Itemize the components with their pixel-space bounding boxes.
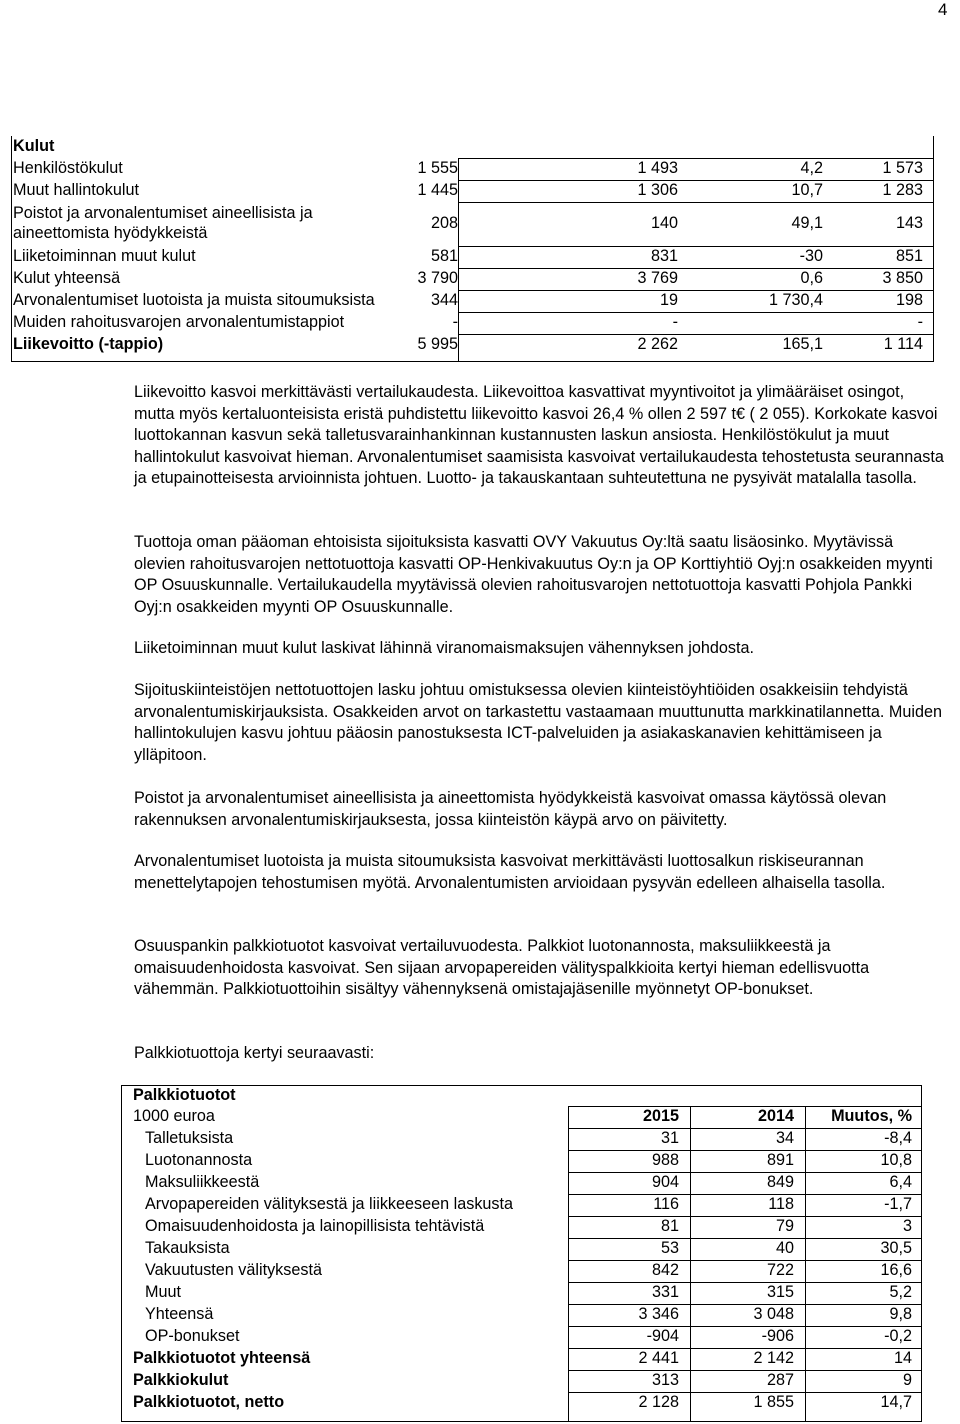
row-label: Liikevoitto (-tappio)	[13, 335, 164, 353]
value-2015: 1 445	[417, 181, 458, 199]
row-label: Luotonannosta	[145, 1151, 253, 1169]
table-row-total	[122, 1371, 921, 1393]
grid-line	[458, 158, 459, 361]
value-2015: 208	[430, 214, 458, 232]
row-label: Muiden rahoitusvarojen arvonalentumistappiot	[13, 313, 345, 331]
row-label: Henkilöstökulut	[13, 159, 123, 177]
value-change: -1,7	[884, 1195, 912, 1213]
value-2015: 988	[651, 1151, 679, 1169]
value-2015: 5 995	[417, 335, 458, 353]
table-row	[122, 1239, 921, 1261]
expenses-table	[11, 136, 934, 362]
paragraph	[134, 1043, 944, 1065]
value-2015: -	[452, 313, 458, 331]
value-change: 10,7	[791, 181, 823, 199]
paragraph-text: Sijoituskiinteistöjen nettotuottojen lasku johtuu omistuksessa olevien kiinteistöyhtiöiden osakkeisiin tehdyistä arvonalentumiskirjauksista. Osakkeiden arvot on tarkastettu vastaamaan muuttunutta markkinatilannetta. Muiden hallintokulujen kasvu johtuu pääosin panostuksesta ICT-palveluiden ja asiakaskanavien kehittämiseen ja ylläpitoon.	[134, 681, 942, 764]
value-previous: 851	[895, 247, 923, 265]
value-2015: -904	[646, 1327, 679, 1345]
row-label: Omaisuudenhoidosta ja lainopillisista tehtävistä	[145, 1217, 485, 1235]
row-label: Muut	[145, 1283, 181, 1301]
value-change: 9	[902, 1371, 912, 1389]
value-previous: 1 573	[882, 159, 923, 177]
value-2015: 53	[660, 1239, 679, 1257]
value-2014: 19	[659, 291, 678, 309]
grid-line	[458, 312, 933, 313]
row-label: Kulut yhteensä	[13, 269, 121, 287]
value-previous: 1 283	[882, 181, 923, 199]
paragraph	[134, 382, 944, 490]
table-row	[122, 1195, 921, 1217]
value-2014: 140	[650, 214, 678, 232]
row-label: Arvonalentumiset luotoista ja muista sitoumuksista	[13, 291, 375, 309]
table-row	[122, 1173, 921, 1195]
value-previous: -	[917, 313, 923, 331]
table-row	[122, 1129, 921, 1151]
fee-income-table-title: Palkkiotuotot	[133, 1086, 236, 1104]
row-label: Yhteensä	[145, 1305, 214, 1323]
row-label: Vakuutusten välityksestä	[145, 1261, 322, 1279]
value-change: 165,1	[782, 335, 823, 353]
value-2014: 3 048	[753, 1305, 794, 1323]
value-2015: 344	[430, 291, 458, 309]
value-2014: 287	[766, 1371, 794, 1389]
row-label: Poistot ja arvonalentumiset aineellisista ja aineettomista hyödykkeistä	[13, 204, 313, 242]
table-row-total	[122, 1349, 921, 1371]
table-row	[122, 1327, 921, 1349]
value-previous: 3 850	[882, 269, 923, 287]
page-number: 4	[938, 0, 948, 19]
table-row	[122, 1217, 921, 1239]
value-previous: 1 114	[883, 335, 923, 353]
grid-line	[458, 290, 933, 291]
value-2014: 40	[775, 1239, 794, 1257]
value-change: 5,2	[889, 1283, 912, 1301]
value-2014: 722	[766, 1261, 794, 1279]
value-previous: 143	[895, 214, 923, 232]
value-change: 9,8	[889, 1305, 912, 1323]
value-2015: 1 555	[417, 159, 458, 177]
table-row	[122, 1151, 921, 1173]
value-2015: 81	[660, 1217, 679, 1235]
paragraph	[134, 532, 944, 618]
value-2015: 313	[651, 1371, 679, 1389]
value-2015: 116	[653, 1195, 679, 1213]
fee-income-table	[121, 1085, 922, 1422]
value-change: 14,7	[880, 1393, 912, 1411]
value-change: 6,4	[889, 1173, 912, 1191]
value-2014: 1 493	[637, 159, 678, 177]
value-2015: 2 128	[638, 1393, 679, 1411]
value-change: 49,1	[791, 214, 823, 232]
row-label: Talletuksista	[145, 1129, 234, 1147]
row-label: Takauksista	[145, 1239, 230, 1257]
value-2014: -	[672, 313, 678, 331]
value-change: -0,2	[884, 1327, 912, 1345]
paragraph-text: Palkkiotuottoja kertyi seuraavasti:	[134, 1044, 375, 1062]
paragraph-text: Arvonalentumiset luotoista ja muista sitoumuksista kasvoivat merkittävästi luottosalkun riskiseurannan menettelytapojen tehostumisen myötä. Arvonalentumisten arvioidaan pysyvän edelleen alhaisella tasolla.	[134, 852, 886, 892]
table-row	[122, 1261, 921, 1283]
value-2014: 891	[766, 1151, 794, 1169]
expenses-table-title: Kulut	[13, 137, 55, 155]
paragraph-text: Osuuspankin palkkiotuotot kasvoivat vertailuvuodesta. Palkkiot luotonannosta, maksuliikkeestä ja omaisuudenhoidosta kasvoivat. Sen sijaan arvopapereiden välityspalkkioita kertyi hieman edellisvuotta vähemmän. Palkkiotuottoihin sisältyy vähennyksenä omistajajäsenille myönnetyt OP-bonukset.	[134, 937, 870, 998]
value-change: 30,5	[880, 1239, 912, 1257]
value-2014: 34	[775, 1129, 794, 1147]
value-change: 4,2	[800, 159, 823, 177]
value-2015: 3 346	[638, 1305, 679, 1323]
column-header-2014: 2014	[757, 1107, 794, 1125]
value-2015: 581	[430, 247, 458, 265]
paragraph-text: Poistot ja arvonalentumiset aineellisista ja aineettomista hyödykkeistä kasvoivat omassa käytössä olevan rakennuksen arvonalentumiskirjauksesta, jossa kiinteistön käypä arvo on päivitetty.	[134, 789, 887, 829]
grid-line	[458, 180, 933, 181]
row-label: Arvopapereiden välityksestä ja liikkeeseen laskusta	[145, 1195, 514, 1213]
value-2015: 904	[651, 1173, 679, 1191]
paragraph	[134, 851, 944, 894]
row-label: Palkkiotuotot yhteensä	[133, 1349, 311, 1367]
value-2014: 1 855	[753, 1393, 794, 1411]
unit-label: 1000 euroa	[133, 1107, 215, 1125]
value-2014: 849	[766, 1173, 794, 1191]
grid-line	[458, 202, 933, 203]
value-2014: 831	[650, 247, 678, 265]
value-change: -8,4	[884, 1129, 912, 1147]
value-2014: 2 142	[753, 1349, 794, 1367]
row-label: Palkkiokulut	[133, 1371, 229, 1389]
table-header-row	[122, 1107, 921, 1129]
value-2014: 79	[775, 1217, 794, 1235]
value-2014: -906	[761, 1327, 794, 1345]
grid-line	[458, 268, 933, 269]
value-2015: 31	[660, 1129, 679, 1147]
paragraph-text: Liiketoiminnan muut kulut laskivat lähinnä viranomaismaksujen vähennyksen johdosta.	[134, 639, 754, 657]
row-label: Maksuliikkeestä	[145, 1173, 260, 1191]
value-change: 10,8	[880, 1151, 912, 1169]
paragraph-text: Tuottoja oman pääoman ehtoisista sijoituksista kasvatti OVY Vakuutus Oy:ltä saatu lisäosinko. Myytävissä olevien rahoitusvarojen nettotuottoja kasvatti OP-Henkivakuutus Oy:n ja OP Korttiyhtiö Oyj:n osakkeiden myynti OP Osuuskunnalle. Vertailukaudella myytävissä olevien rahoitusvarojen nettotuottoja kasvatti Pohjola Pankki Oyj:n osakkeiden myynti OP Osuuskunnalle.	[134, 533, 933, 616]
value-change: 3	[902, 1217, 912, 1235]
column-header-2015: 2015	[642, 1107, 679, 1125]
value-2014: 118	[768, 1195, 794, 1213]
paragraph-text: Liikevoitto kasvoi merkittävästi vertailukaudesta. Liikevoittoa kasvattivat myyntivoitot ja ylimääräiset osingot, mutta myös kertaluonteisista eristä puhdistettu liikevoitto kasvoi 26,4 % ollen 2 597 t€ ( 2 055). Korkokate kasvoi luottokannan kasvun sekä talletusvarainhankinnan kustannusten laskun ansiosta. Henkilöstökulut ja muut hallintokulut kasvoivat hieman. Arvonalentumiset saamisista kasvoivat vertailukaudesta tehostetusta seurannasta ja etupainotteisesta arvioinnista johtuen. Luotto- ja takauskantaan suhteutettuna ne pysyivät matalalla tasolla.	[134, 383, 944, 487]
value-change: 14	[893, 1349, 912, 1367]
value-change: 16,6	[880, 1261, 912, 1279]
value-2015: 842	[651, 1261, 679, 1279]
paragraph	[134, 638, 944, 660]
value-2014: 315	[766, 1283, 794, 1301]
value-change: 1 730,4	[768, 291, 823, 309]
row-label: Muut hallintokulut	[13, 181, 139, 199]
value-2014: 2 262	[637, 335, 678, 353]
grid-line	[458, 158, 933, 159]
value-change: 0,6	[800, 269, 823, 287]
table-row	[122, 1283, 921, 1305]
value-2015: 3 790	[417, 269, 458, 287]
value-2014: 3 769	[637, 269, 678, 287]
paragraph	[134, 680, 944, 766]
paragraph	[134, 936, 944, 1001]
row-label: Palkkiotuotot, netto	[133, 1393, 285, 1411]
paragraph	[134, 788, 944, 831]
value-change: -30	[799, 247, 823, 265]
grid-line	[458, 246, 933, 247]
value-2015: 331	[651, 1283, 679, 1301]
table-row	[122, 1305, 921, 1327]
row-label: Liiketoiminnan muut kulut	[13, 247, 196, 265]
value-2015: 2 441	[638, 1349, 679, 1367]
value-previous: 198	[895, 291, 923, 309]
grid-line	[458, 334, 933, 335]
row-label: OP-bonukset	[145, 1327, 240, 1345]
table-row-total	[122, 1393, 921, 1415]
value-2014: 1 306	[637, 181, 678, 199]
column-header-change: Muutos, %	[831, 1107, 912, 1125]
